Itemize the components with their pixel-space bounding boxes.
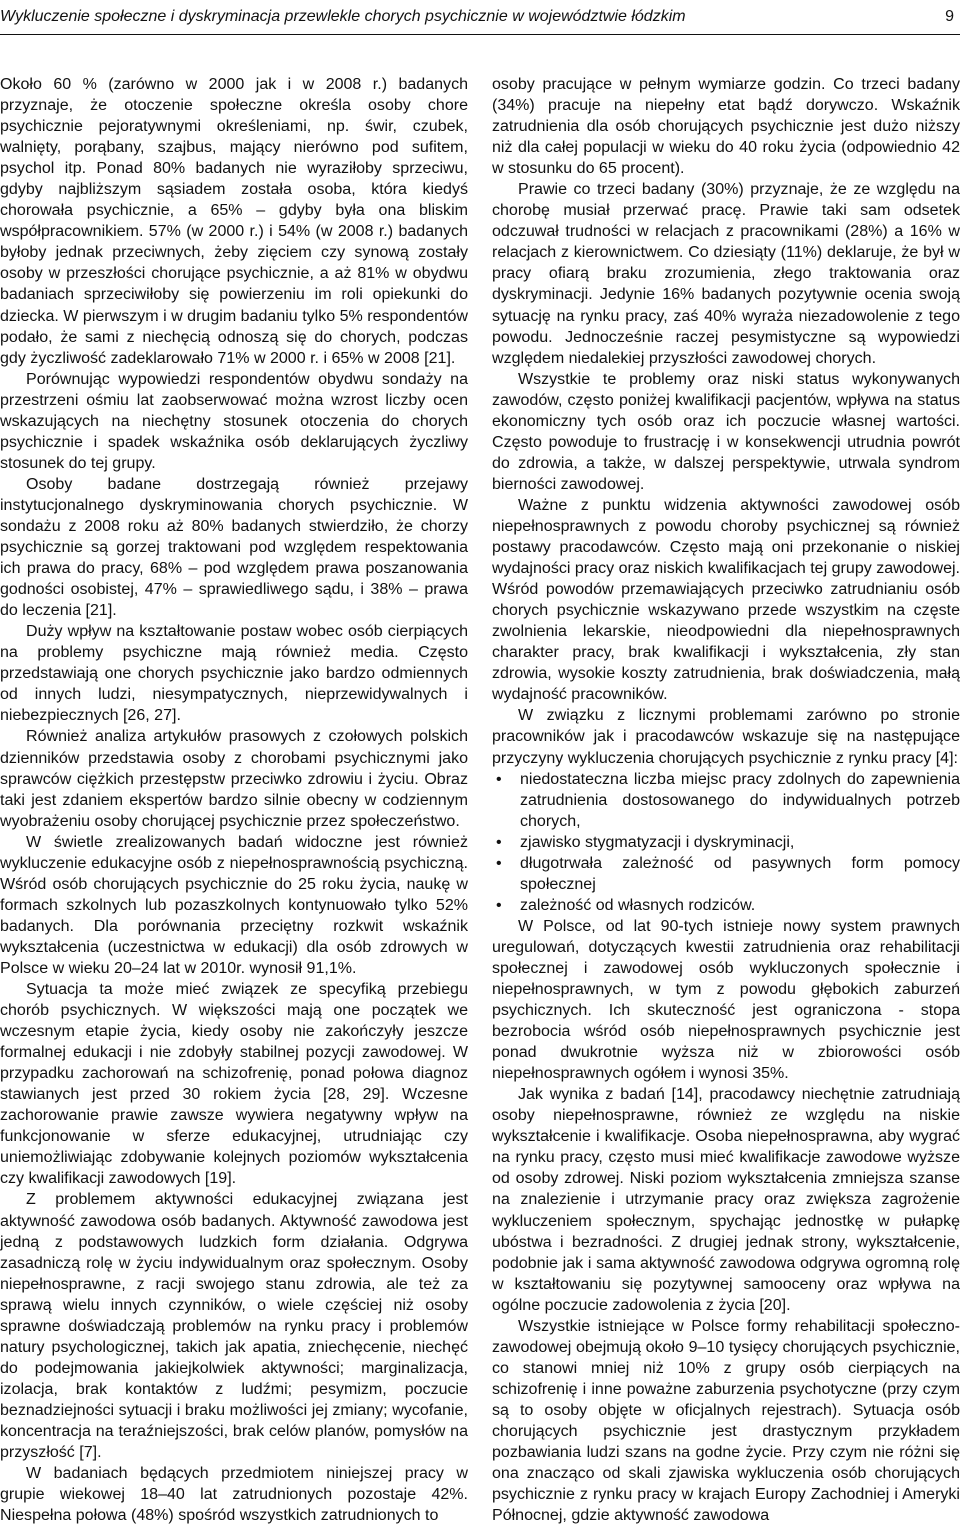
bullet-icon: •	[496, 853, 502, 872]
running-header-title: Wykluczenie społeczne i dyskryminacja przewlekle chorych psychicznie w województwie łódzkim	[0, 8, 686, 25]
list-item-text: zależność od własnych rodziców.	[520, 895, 756, 914]
paragraph: W związku z licznymi problemami zarówno po stronie pracowników jak i pracodawców wskazuje się na następujące przyczyny wykluczenia chorujących psychicznie z rynku pracy [4]:	[492, 706, 960, 767]
list-item-text: zjawisko stygmatyzacji i dyskryminacji,	[520, 832, 795, 851]
bullet-icon: •	[496, 832, 502, 851]
bullet-icon: •	[496, 769, 502, 788]
page-number: 9	[945, 8, 954, 25]
paragraph: osoby pracujące w pełnym wymiarze godzin. Co trzeci badany (34%) pracuje na niepełny etat bądź dorywczo. Wskaźnik zatrudnienia dla osób chorujących psychicznie jest dużo niższy niż dla całej populacji w wieku do 40 roku życia (odpowiednio 42 w stosunku do 65 procent).	[492, 75, 960, 178]
header-rule	[0, 34, 960, 35]
paragraph: Z problemem aktywności edukacyjnej związana jest aktywność zawodowa osób badanych. Aktywność zawodowa jest jedną z podstawowych ludzkich form działania. Odgrywa zasadniczą rolę w życiu indywidualnym oraz społecznym. Osoby niepełnosprawne, z racji swojego stanu zdrowia, ale też za sprawą wielu innych czynników, o wiele częściej niż osoby sprawne doświadczają problemów na rynku pracy i problemów natury psychologicznej, takich jak apatia, zniechęcenie, niechęć do podejmowania jakiejkolwiek aktywności; marginalizacja, izolacja, brak kontaktów z ludźmi; pesymizm, poczucie beznadziejności sytuacji i braku możliwości jej zmiany; wycofanie, koncentracja na teraźniejszości, brak celów planów, pomysłów na przyszłość [7].	[0, 1190, 468, 1462]
paragraph: W świetle zrealizowanych badań widoczne jest również wykluczenie edukacyjne osób z niepełnosprawnością psychiczną. Wśród osób chorujących psychicznie do 25 roku życia, naukę w formach szkolnych lub pozaszkolnych kontynuowało tylko 52% badanych. Dla porównania przeciętny rozkwit wskaźnik wykształcenia (uczestnictwa w edukacji) dla osób zdrowych w Polsce w wieku 20–24 lat w 2010r. wynosił 91,1%.	[0, 832, 468, 977]
right-column-continuation	[492, 916, 960, 1526]
list-item	[492, 769, 960, 832]
paragraph: Wszystkie istniejące w Polsce formy rehabilitacji społeczno-zawodowej obejmują około 9–10 tysięcy chorujących psychicznie, co stanowi mniej niż 10% z grupy osób cierpiących na schizofrenię i inne poważne zaburzenia psychotyczne (przy czym są to osoby objęte w oficjalnych rejestrach). Sytuacja osób chorujących psychicznie jest drastycznym przykładem pozbawiania ludzi szans na godne życie. Przy czym nie różni się ona znacząco od skali zjawiska wykluczenia osób chorujących psychicznie z rynku pracy w krajach Europy Zachodniej i Ameryki Północnej, gdzie aktywność zawodowa	[492, 1316, 960, 1525]
paragraph: Prawie co trzeci badany (30%) przyznaje, że ze względu na chorobę musiał przerwać pracę. Prawie taki sam odsetek odczuwał trudności w relacjach z pracownikami (28%) a 16% w relacjach z kierownictwem. Co dziesiąty (11%) deklaruje, że był w pracy ofiarą braku zrozumienia, złego traktowania oraz dyskryminacji. Jedynie 16% badanych pozytywnie ocenia swoją sytuację na rynku pracy, zaś 40% wyraża niezadowolenie z tego powodu. Jednocześnie raczej pesymistyczne są wypowiedzi względem niedalekiej przyszłości zawodowej chorych.	[492, 180, 960, 367]
list-item-text: długotrwała zależność od pasywnych form pomocy społecznej	[520, 853, 960, 893]
list-item	[492, 895, 960, 916]
paragraph: Sytuacja ta może mieć związek ze specyfiką przebiegu chorób psychicznych. W większości mają one początek we wczesnym etapie życia, kiedy osoby nie zakończyły jeszcze formalnej edukacji i nie zdobyły stabilnej pozycji zawodowej. W przypadku zachorowań na schizofrenię, ponad połowa diagnoz stawianych jest przed 30 rokiem życia [28, 29]. Wczesne zachorowanie prawie zawsze wywiera negatywny wpływ na funkcjonowanie w sferze edukacyjnej, utrudniając czy uniemożliwiając zdobywanie kolejnych poziomów wykształcenia czy kwalifikacji zawodowych [19].	[0, 980, 468, 1188]
list-item-text: niedostateczna liczba miejsc pracy zdolnych do zapewnienia zatrudnienia dostosowanego do indywidualnych potrzeb chorych,	[520, 769, 960, 830]
paragraph: Jak wynika z badań [14], pracodawcy niechętnie zatrudniają osoby niepełnosprawne, również ze względu na niskie wykształcenie i kwalifikacje. Osoba niepełnosprawna, aby wygrać na rynku pracy, często musi mieć kwalifikacje zawodowe wyższe od osoby zdrowej. Niski poziom wykształcenia zmniejsza szanse na znalezienie i utrzymanie pracy oraz zwiększa zagrożenie wykluczeniem społecznym, spychając jednostkę w pułapkę ubóstwa i bezradności. Z drugiej jednak strony, wykształcenie, podobnie jak i sama aktywność zawodowa odgrywa ogromną rolę w kształtowaniu się pozytywnej samooceny oraz wpływa na ogólne poczucie zadowolenia z życia [20].	[492, 1085, 960, 1314]
paragraph: Około 60 % (zarówno w 2000 jak i w 2008 r.) badanych przyznaje, że otoczenie społeczne określa osoby chore psychicznie pejoratywnymi określeniami, np. świr, czubek, walnięty, porąbany, szajbus, mający nierówno pod sufitem, psychol itp. Ponad 80% badanych nie wyraziłoby sprzeciwu, gdyby najbliższym sąsiadem została osoba, która kiedyś chorowała psychicznie, a 65% – gdyby była ona bliskim współpracownikiem. 57% (w 2000 r.) i 54% (w 2008 r.) badanych byłoby jednak przeciwnych, żeby zięciem czy synową zostały osoby w przeszłości chorujące psychicznie, a aż 81% w obydwu badaniach sprzeciwiłoby się powierzeniu im roli opiekunki do dziecka. W pierwszym i w drugim badaniu tylko 5% respondentów podało, że sami z niechęcią odnoszą się do chorych, podczas gdy życzliwość zadeklarowało 71% w 2000 r. i 65% w 2008 [21].	[0, 75, 468, 367]
right-column	[492, 74, 960, 1526]
list-item	[492, 853, 960, 895]
paragraph: W badaniach będących przedmiotem niniejszej pracy w grupie wiekowej 18–40 lat zatrudnionych pozostaje 42%. Niespełna połowa (48%) spośród wszystkich zatrudnionych to	[0, 1464, 468, 1525]
paragraph: Osoby badane dostrzegają również przejawy instytucjonalnego dyskryminowania chorych psychicznie. W sondażu z 2008 roku aż 80% badanych stwierdziło, że chorzy psychicznie są gorzej traktowani pod względem respektowania ich prawa do pracy, 68% – pod względem prawa poszanowania godności osobistej, 47% – sprawiedliwego sądu, i 38% – prawa do leczenia [21].	[0, 474, 468, 620]
right-column-intro	[492, 74, 960, 769]
paragraph: Wszystkie te problemy oraz niski status wykonywanych zawodów, często poniżej kwalifikacji pacjentów, wpływa na status ekonomiczny tych osób oraz ich poczucie własnej wartości. Często powoduje to frustrację i w konsekwencji utrudnia powrót do zdrowia, a także, w dalszej perspektywie, utrwala syndrom bierności zawodowej.	[492, 369, 960, 493]
left-column	[0, 74, 468, 1526]
bullet-icon: •	[496, 895, 502, 914]
paragraph: Również analiza artykułów prasowych z czołowych polskich dzienników przedstawia osoby z chorobami psychicznymi jako sprawców ciężkich przestępstw przeciwko zdrowiu i życiu. Obraz taki jest zdaniem ekspertów bardzo silnie obecny w codziennym wyobrażeniu osoby chorującej psychicznie przez społeczeństwo.	[0, 727, 468, 830]
paragraph: Duży wpływ na kształtowanie postaw wobec osób cierpiących na problemy psychiczne mają również media. Często przedstawiają one chorych psychicznie jako bardzo odmiennych od innych ludzi, niesympatycznych, nieprzewidywalnych i niebezpiecznych [26, 27].	[0, 622, 468, 725]
exclusion-causes-list	[492, 769, 960, 916]
running-header	[0, 0, 960, 40]
list-item	[492, 832, 960, 853]
paragraph: Ważne z punktu widzenia aktywności zawodowej osób niepełnosprawnych z powodu choroby psychicznej są również postawy pracodawców. Często mają oni przekonanie o niskiej wydajności pracy oraz niskich kwalifikacjach tej grupy zawodowej. Wśród powodów przemawiających przeciwko zatrudnianiu osób chorych psychicznie wskazywano przede wszystkim na częste zwolnienia lekarskie, nieodpowiedni dla niepełnosprawnych charakter pracy, brak kwalifikacji i wykształcenia, zły stan zdrowia, wysokie koszty zatrudnienia, brak doświadczenia, małą wydajność pracowników.	[492, 495, 960, 704]
paragraph: Porównując wypowiedzi respondentów obydwu sondaży na przestrzeni ośmiu lat zaobserwować można wzrost liczby ocen wskazujących na niechętny stosunek otoczenia do chorych psychicznie i spadek wskaźnika osób deklarujących życzliwy stosunek do tej grupy.	[0, 369, 468, 472]
paragraph: W Polsce, od lat 90-tych istnieje nowy system prawnych uregulowań, dotyczących kwestii zatrudnienia oraz rehabilitacji społecznej i zawodowej osób wykluczonych społecznie i niepełnosprawnych, w tym z powodu głębokich zaburzeń psychicznych. Ich skuteczność jest ograniczona - stopa bezrobocia wśród osób niepełnosprawnych psychicznie jest ponad dwukrotnie wyższa niż w zbiorowości osób niepełnosprawnych ogółem i wynosi 35%.	[492, 916, 960, 1083]
